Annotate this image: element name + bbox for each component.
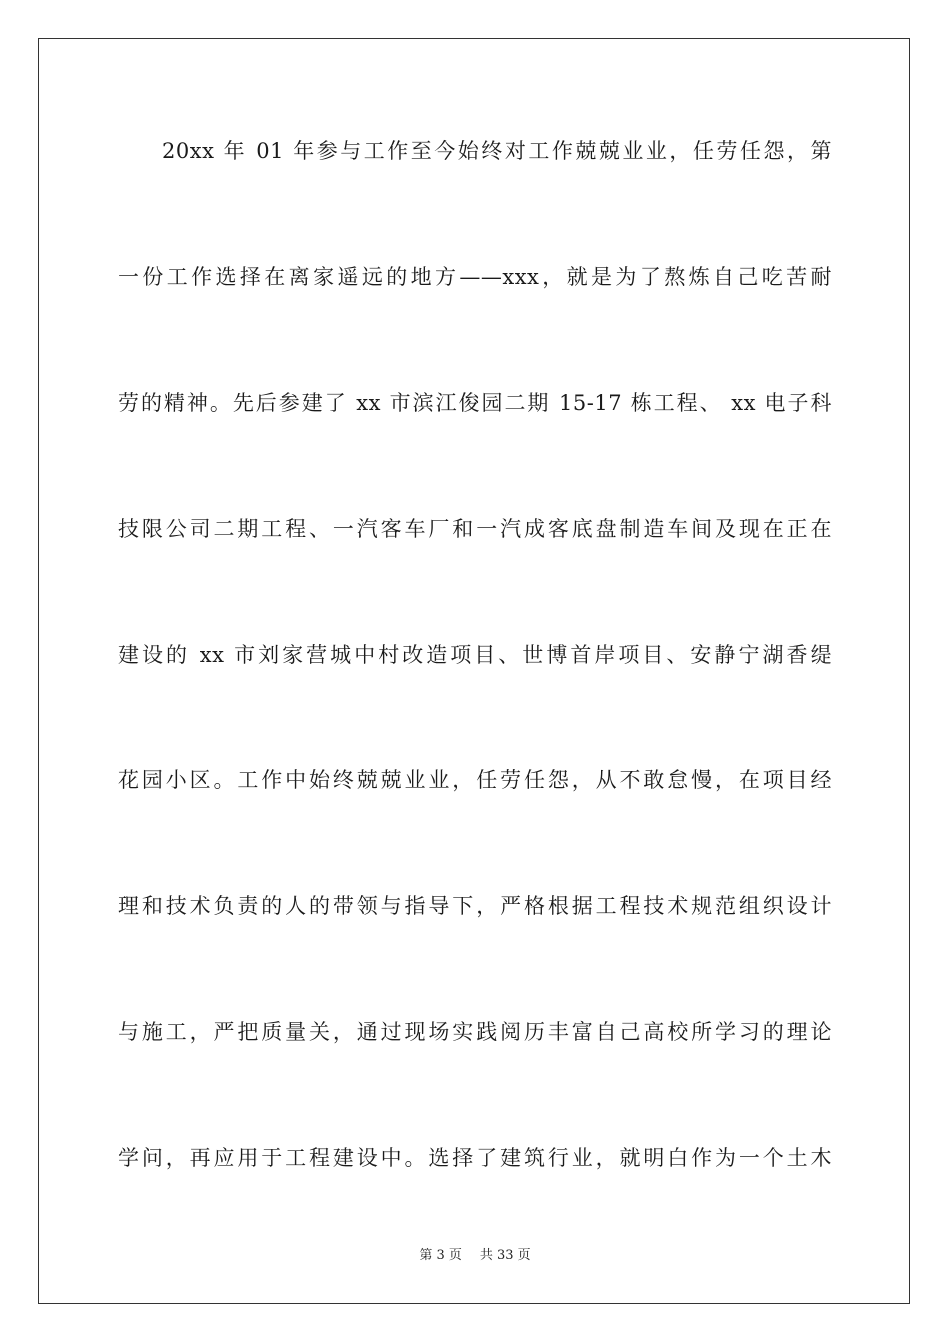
text-line: 建设的 xx 市刘家营城中村改造项目、世博首岸项目、安静宁湖香缇	[118, 643, 832, 667]
text-line: 与施工，严把质量关，通过现场实践阅历丰富自己高校所学习的理论	[118, 1020, 832, 1044]
text-line: 理和技术负责的人的带领与指导下，严格根据工程技术规范组织设计	[118, 894, 832, 918]
text-line: 劳的精神。先后参建了 xx 市滨江俊园二期 15-17 栋工程、 xx 电子科	[118, 391, 832, 415]
page-total: 共 33 页	[479, 1248, 531, 1263]
text-line: 花园小区。工作中始终兢兢业业，任劳任怨，从不敢怠慢，在项目经	[118, 768, 832, 792]
page-number: 第 3 页	[419, 1248, 462, 1263]
text-line: 20xx 年 01 年参与工作至今始终对工作兢兢业业，任劳任怨，第	[162, 139, 832, 163]
text-line: 学问，再应用于工程建设中。选择了建筑行业，就明白作为一个土木	[118, 1146, 832, 1170]
text-line: 技限公司二期工程、一汽客车厂和一汽成客底盘制造车间及现在正在	[118, 517, 832, 541]
page-border	[38, 38, 910, 1304]
page-footer	[0, 1247, 950, 1265]
text-line: 一份工作选择在离家遥远的地方——xxx，就是为了熬炼自己吃苦耐	[118, 265, 832, 289]
